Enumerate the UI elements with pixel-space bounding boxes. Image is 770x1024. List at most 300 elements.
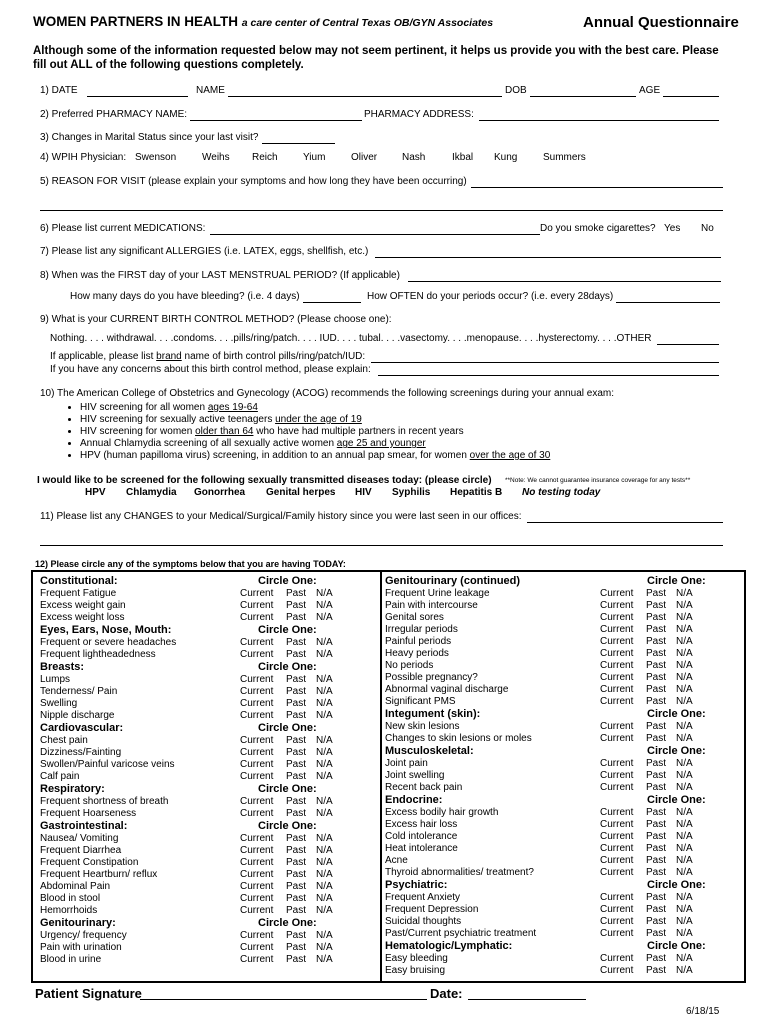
symptom-row <box>385 904 743 916</box>
option-na[interactable]: N/A <box>676 612 693 623</box>
option-past[interactable]: Past <box>646 660 667 671</box>
option-current[interactable]: Current <box>600 831 634 842</box>
period-frequency-field[interactable] <box>616 302 720 303</box>
option-past[interactable]: Past <box>286 747 307 758</box>
option-past[interactable]: Past <box>646 855 667 866</box>
option-na[interactable]: N/A <box>676 867 693 878</box>
symptom-row <box>40 857 370 869</box>
option-past[interactable]: Past <box>646 733 667 744</box>
symptom-row <box>385 831 743 843</box>
std-prompt: I would like to be screened for the following sexually transmitted diseases today: (please circle) <box>37 475 492 486</box>
option-current[interactable]: Current <box>600 660 634 671</box>
option-na[interactable]: N/A <box>676 831 693 842</box>
option-current[interactable]: Current <box>600 636 634 647</box>
option-na[interactable]: N/A <box>316 893 333 904</box>
option-current[interactable]: Current <box>600 867 634 878</box>
screening-text: HIV screening for women <box>80 426 196 437</box>
option-na[interactable]: N/A <box>676 721 693 732</box>
option-past[interactable]: Past <box>646 831 667 842</box>
age-field[interactable] <box>663 96 719 97</box>
option-past[interactable]: Past <box>286 833 307 844</box>
symptom-label: New skin lesions <box>385 721 460 732</box>
option-na[interactable]: N/A <box>316 686 333 697</box>
option-past[interactable]: Past <box>646 588 667 599</box>
option-past[interactable]: Past <box>286 845 307 856</box>
symptom-label: Pain with intercourse <box>385 600 478 611</box>
option-past[interactable]: Past <box>286 942 307 953</box>
symptom-label: Cold intolerance <box>385 831 458 842</box>
option-past[interactable]: Past <box>646 684 667 695</box>
revision-date: 6/18/15 <box>686 1006 720 1017</box>
option-current[interactable]: Current <box>240 759 274 770</box>
option-past[interactable]: Past <box>286 649 307 660</box>
q8-often-label: How OFTEN do your periods occur? (i.e. every 28days) <box>367 291 614 302</box>
symptom-row <box>40 759 370 771</box>
option-past[interactable]: Past <box>646 612 667 623</box>
symptom-row <box>385 807 743 819</box>
std-hepatitis-b[interactable]: Hepatitis B <box>450 487 503 498</box>
option-current[interactable]: Current <box>600 612 634 623</box>
section-header <box>385 794 743 807</box>
option-na[interactable]: N/A <box>316 857 333 868</box>
option-na[interactable]: N/A <box>316 808 333 819</box>
option-na[interactable]: N/A <box>676 684 693 695</box>
option-na[interactable]: N/A <box>676 600 693 611</box>
option-na[interactable]: N/A <box>316 942 333 953</box>
birth-control-other-field[interactable] <box>657 344 719 345</box>
option-na[interactable]: N/A <box>676 733 693 744</box>
option-current[interactable]: Current <box>240 857 274 868</box>
option-current[interactable]: Current <box>600 696 634 707</box>
symptom-label: Nipple discharge <box>40 710 115 721</box>
std-gonorrhea[interactable]: Gonorrhea <box>194 487 246 498</box>
option-current[interactable]: Current <box>240 771 274 782</box>
option-na[interactable]: N/A <box>316 747 333 758</box>
option-current[interactable]: Current <box>600 684 634 695</box>
option-na[interactable]: N/A <box>316 869 333 880</box>
option-past[interactable]: Past <box>646 600 667 611</box>
pharmacy-address-field[interactable] <box>479 120 719 121</box>
option-na[interactable]: N/A <box>316 588 333 599</box>
option-past[interactable]: Past <box>286 600 307 611</box>
option-past[interactable]: Past <box>286 612 307 623</box>
q3-label: 3) Changes in Marital Status since your last visit? <box>40 132 259 143</box>
option-past[interactable]: Past <box>286 857 307 868</box>
brand-pre: If applicable, please list <box>50 351 157 362</box>
option-past[interactable]: Past <box>646 721 667 732</box>
option-current[interactable]: Current <box>240 674 274 685</box>
option-na[interactable]: N/A <box>676 807 693 818</box>
option-na[interactable]: N/A <box>676 588 693 599</box>
physician-weihs[interactable]: Weihs <box>202 152 230 163</box>
option-current[interactable]: Current <box>600 807 634 818</box>
screening-item <box>80 426 550 438</box>
option-na[interactable]: N/A <box>676 843 693 854</box>
option-current[interactable]: Current <box>240 637 274 648</box>
option-past[interactable]: Past <box>646 916 667 927</box>
symptom-row <box>385 636 743 648</box>
symptom-label: Irregular periods <box>385 624 458 635</box>
option-na[interactable]: N/A <box>316 735 333 746</box>
q5-label: 5) REASON FOR VISIT (please explain your symptoms and how long they have been occurring) <box>40 176 467 187</box>
symptom-label: Genital sores <box>385 612 444 623</box>
option-past[interactable]: Past <box>286 893 307 904</box>
allergies-field[interactable] <box>375 257 721 258</box>
symptom-label: Heavy periods <box>385 648 449 659</box>
std-no-testing[interactable]: No testing today <box>522 487 601 498</box>
option-past[interactable]: Past <box>646 672 667 683</box>
option-na[interactable]: N/A <box>316 649 333 660</box>
option-na[interactable]: N/A <box>676 624 693 635</box>
symptom-row <box>385 867 743 879</box>
section-title: Endocrine: <box>385 794 443 806</box>
section-title: Psychiatric: <box>385 879 448 891</box>
symptom-row <box>40 796 370 808</box>
symptom-row <box>385 965 743 977</box>
symptom-label: Pain with urination <box>40 942 122 953</box>
symptom-row <box>385 660 743 672</box>
option-na[interactable]: N/A <box>316 710 333 721</box>
option-past[interactable]: Past <box>646 843 667 854</box>
option-na[interactable]: N/A <box>316 637 333 648</box>
symptom-label: Joint pain <box>385 758 428 769</box>
screening-text: HIV screening for sexually active teenagers <box>80 414 276 425</box>
option-na[interactable]: N/A <box>676 672 693 683</box>
screening-text: HPV (human papilloma virus) screening, in addition to an annual pap smear, for women <box>80 450 470 461</box>
concerns-field[interactable] <box>378 375 719 376</box>
marital-status-field[interactable] <box>262 143 335 144</box>
pharmacy-name-field[interactable] <box>190 120 362 121</box>
section-header <box>40 820 370 833</box>
symptom-row <box>40 845 370 857</box>
option-current[interactable]: Current <box>600 953 634 964</box>
option-past[interactable]: Past <box>286 686 307 697</box>
symptom-row <box>40 649 370 661</box>
symptom-label: Frequent lightheadedness <box>40 649 156 660</box>
physician-ikbal[interactable]: Ikbal <box>452 152 474 163</box>
org-title: WOMEN PARTNERS IN HEALTH <box>33 14 238 29</box>
option-current[interactable]: Current <box>600 892 634 903</box>
option-current[interactable]: Current <box>240 808 274 819</box>
option-na[interactable]: N/A <box>316 759 333 770</box>
option-past[interactable]: Past <box>646 648 667 659</box>
circle-one-label: Circle One: <box>258 661 317 673</box>
history-changes-field[interactable] <box>527 522 723 523</box>
symptom-row <box>40 808 370 820</box>
option-past[interactable]: Past <box>286 759 307 770</box>
symptom-label: Easy bruising <box>385 965 446 976</box>
option-na[interactable]: N/A <box>316 698 333 709</box>
option-na[interactable]: N/A <box>316 881 333 892</box>
option-past[interactable]: Past <box>646 892 667 903</box>
screening-item <box>80 450 550 462</box>
symptom-label: Lumps <box>40 674 71 685</box>
option-past[interactable]: Past <box>646 696 667 707</box>
section-header <box>40 624 370 637</box>
symptom-label: Blood in urine <box>40 954 102 965</box>
option-current[interactable]: Current <box>600 758 634 769</box>
reason-field-line2[interactable] <box>40 210 723 211</box>
date-field[interactable] <box>87 96 188 97</box>
option-past[interactable]: Past <box>646 965 667 976</box>
option-na[interactable]: N/A <box>676 758 693 769</box>
physician-summers[interactable]: Summers <box>543 152 586 163</box>
q4-label: 4) WPIH Physician: <box>40 152 127 163</box>
option-current[interactable]: Current <box>240 588 274 599</box>
circle-one-label: Circle One: <box>647 575 706 587</box>
physician-nash[interactable]: Nash <box>402 152 426 163</box>
option-past[interactable]: Past <box>286 808 307 819</box>
smoke-yes[interactable]: Yes <box>664 223 681 234</box>
option-past[interactable]: Past <box>286 771 307 782</box>
symptom-label: Frequent Constipation <box>40 857 139 868</box>
circle-one-label: Circle One: <box>258 820 317 832</box>
option-na[interactable]: N/A <box>316 845 333 856</box>
lmp-field[interactable] <box>408 281 721 282</box>
symptom-row <box>40 637 370 649</box>
option-na[interactable]: N/A <box>676 782 693 793</box>
bleeding-days-field[interactable] <box>303 302 361 303</box>
option-past[interactable]: Past <box>286 710 307 721</box>
std-hpv[interactable]: HPV <box>85 487 106 498</box>
option-na[interactable]: N/A <box>316 674 333 685</box>
option-past[interactable]: Past <box>286 735 307 746</box>
signature-field[interactable] <box>140 999 427 1000</box>
option-na[interactable]: N/A <box>676 660 693 671</box>
option-na[interactable]: N/A <box>676 636 693 647</box>
symptom-label: Frequent Urine leakage <box>385 588 490 599</box>
option-na[interactable]: N/A <box>316 771 333 782</box>
option-na[interactable]: N/A <box>316 796 333 807</box>
option-current[interactable]: Current <box>240 833 274 844</box>
symptom-row <box>385 892 743 904</box>
symptom-row <box>40 710 370 722</box>
option-current[interactable]: Current <box>240 600 274 611</box>
option-current[interactable]: Current <box>600 965 634 976</box>
option-current[interactable]: Current <box>600 782 634 793</box>
option-past[interactable]: Past <box>286 796 307 807</box>
option-current[interactable]: Current <box>240 845 274 856</box>
option-current[interactable]: Current <box>240 930 274 941</box>
section-title: Genitourinary: <box>40 917 116 929</box>
option-current[interactable]: Current <box>240 869 274 880</box>
name-field[interactable] <box>228 96 502 97</box>
symptom-row <box>385 953 743 965</box>
dob-field[interactable] <box>530 96 636 97</box>
option-current[interactable]: Current <box>240 698 274 709</box>
option-na[interactable]: N/A <box>676 648 693 659</box>
option-past[interactable]: Past <box>646 807 667 818</box>
signature-date-field[interactable] <box>468 999 586 1000</box>
option-past[interactable]: Past <box>286 881 307 892</box>
symptom-label: Possible pregnancy? <box>385 672 478 683</box>
circle-one-label: Circle One: <box>258 783 317 795</box>
physician-reich[interactable]: Reich <box>252 152 278 163</box>
option-current[interactable]: Current <box>240 796 274 807</box>
brand-field[interactable] <box>371 362 719 363</box>
symptom-row <box>385 843 743 855</box>
option-na[interactable]: N/A <box>676 904 693 915</box>
option-past[interactable]: Past <box>646 867 667 878</box>
option-current[interactable]: Current <box>600 600 634 611</box>
option-current[interactable]: Current <box>600 733 634 744</box>
symptom-label: Tenderness/ Pain <box>40 686 118 697</box>
std-syphilis[interactable]: Syphilis <box>392 487 431 498</box>
org-name <box>33 14 493 29</box>
option-na[interactable]: N/A <box>676 928 693 939</box>
symptom-label: Nausea/ Vomiting <box>40 833 119 844</box>
option-current[interactable]: Current <box>240 905 274 916</box>
option-na[interactable]: N/A <box>676 770 693 781</box>
symptom-label: Excess hair loss <box>385 819 458 830</box>
symptom-label: Heat intolerance <box>385 843 458 854</box>
option-na[interactable]: N/A <box>316 833 333 844</box>
option-current[interactable]: Current <box>240 954 274 965</box>
physician-swenson[interactable]: Swenson <box>135 152 177 163</box>
option-current[interactable]: Current <box>240 881 274 892</box>
option-current[interactable]: Current <box>600 721 634 732</box>
option-na[interactable]: N/A <box>316 930 333 941</box>
option-past[interactable]: Past <box>286 869 307 880</box>
option-na[interactable]: N/A <box>316 600 333 611</box>
option-current[interactable]: Current <box>240 893 274 904</box>
screening-underlined: ages 19-64 <box>207 402 258 413</box>
std-hiv[interactable]: HIV <box>355 487 372 498</box>
option-past[interactable]: Past <box>286 930 307 941</box>
option-past[interactable]: Past <box>646 770 667 781</box>
screening-underlined: older than 64 <box>195 426 254 437</box>
option-current[interactable]: Current <box>600 855 634 866</box>
circle-one-label: Circle One: <box>258 917 317 929</box>
symptom-label: Frequent shortness of breath <box>40 796 169 807</box>
option-current[interactable]: Current <box>600 819 634 830</box>
option-past[interactable]: Past <box>286 905 307 916</box>
option-na[interactable]: N/A <box>676 953 693 964</box>
q7-label: 7) Please list any significant ALLERGIES (i.e. LATEX, eggs, shellfish, etc.) <box>40 246 369 257</box>
option-current[interactable]: Current <box>600 624 634 635</box>
section-title: Musculoskeletal: <box>385 745 474 757</box>
circle-one-label: Circle One: <box>258 575 317 587</box>
symptom-label: Frequent or severe headaches <box>40 637 177 648</box>
option-current[interactable]: Current <box>240 747 274 758</box>
option-past[interactable]: Past <box>646 928 667 939</box>
option-current[interactable]: Current <box>600 843 634 854</box>
option-past[interactable]: Past <box>286 588 307 599</box>
section-header <box>385 940 743 953</box>
option-na[interactable]: N/A <box>316 905 333 916</box>
symptom-label: Frequent Depression <box>385 904 479 915</box>
symptom-label: Suicidal thoughts <box>385 916 462 927</box>
symptom-label: Dizziness/Fainting <box>40 747 122 758</box>
option-current[interactable]: Current <box>240 710 274 721</box>
option-current[interactable]: Current <box>600 916 634 927</box>
option-na[interactable]: N/A <box>676 965 693 976</box>
org-tagline: a care center of Central Texas OB/GYN Associates <box>241 17 494 29</box>
option-current[interactable]: Current <box>600 672 634 683</box>
symptom-row <box>385 624 743 636</box>
option-past[interactable]: Past <box>646 758 667 769</box>
symptom-row <box>40 747 370 759</box>
symptom-row <box>385 733 743 745</box>
option-past[interactable]: Past <box>646 819 667 830</box>
option-past[interactable]: Past <box>646 904 667 915</box>
option-na[interactable]: N/A <box>676 696 693 707</box>
option-na[interactable]: N/A <box>316 954 333 965</box>
option-na[interactable]: N/A <box>316 612 333 623</box>
option-current[interactable]: Current <box>600 588 634 599</box>
symptom-label: Recent back pain <box>385 782 463 793</box>
option-past[interactable]: Past <box>286 637 307 648</box>
symptoms-right-column <box>385 575 743 977</box>
symptom-row <box>40 674 370 686</box>
symptom-row <box>40 612 370 624</box>
std-chlamydia[interactable]: Chlamydia <box>126 487 177 498</box>
option-current[interactable]: Current <box>600 770 634 781</box>
option-current[interactable]: Current <box>240 649 274 660</box>
symptom-row <box>40 771 370 783</box>
option-current[interactable]: Current <box>600 904 634 915</box>
section-header <box>385 879 743 892</box>
symptoms-left-column <box>40 575 370 966</box>
q2-pharmacy-label: 2) Preferred PHARMACY NAME: <box>40 109 188 120</box>
history-changes-field-line2[interactable] <box>40 545 723 546</box>
medications-field[interactable] <box>210 234 540 235</box>
symptom-label: Urgency/ frequency <box>40 930 127 941</box>
option-current[interactable]: Current <box>240 735 274 746</box>
physician-oliver[interactable]: Oliver <box>351 152 378 163</box>
symptom-label: Frequent Hoarseness <box>40 808 137 819</box>
option-na[interactable]: N/A <box>676 916 693 927</box>
std-genital-herpes[interactable]: Genital herpes <box>266 487 336 498</box>
option-na[interactable]: N/A <box>676 855 693 866</box>
q6-meds-label: 6) Please list current MEDICATIONS: <box>40 223 206 234</box>
std-note: **Note: We cannot guarantee insurance coverage for any tests** <box>505 477 691 484</box>
signature-label: Patient Signature <box>35 986 142 1001</box>
symptom-row <box>385 928 743 940</box>
reason-field[interactable] <box>471 187 723 188</box>
option-past[interactable]: Past <box>286 698 307 709</box>
birth-control-options[interactable]: Nothing. . . . withdrawal. . . .condoms. . . .pills/ring/patch. . . . IUD. . . . tubal. . . .vasectomy. . . .menopause. . . .hysterectomy. . . .OTHER <box>50 333 652 344</box>
option-current[interactable]: Current <box>600 648 634 659</box>
option-past[interactable]: Past <box>286 674 307 685</box>
screening-text: HIV screening for all women <box>80 402 208 413</box>
symptom-row <box>385 770 743 782</box>
physician-yium[interactable]: Yium <box>303 152 326 163</box>
option-current[interactable]: Current <box>600 928 634 939</box>
symptom-row <box>385 684 743 696</box>
option-past[interactable]: Past <box>646 782 667 793</box>
option-na[interactable]: N/A <box>676 819 693 830</box>
option-current[interactable]: Current <box>240 686 274 697</box>
option-current[interactable]: Current <box>240 942 274 953</box>
symptom-label: Swelling <box>40 698 78 709</box>
option-past[interactable]: Past <box>646 953 667 964</box>
option-na[interactable]: N/A <box>676 892 693 903</box>
symptom-label: Abdominal Pain <box>40 881 111 892</box>
section-title: Integument (skin): <box>385 708 481 720</box>
physician-kung[interactable]: Kung <box>494 152 518 163</box>
option-past[interactable]: Past <box>646 624 667 635</box>
smoke-no[interactable]: No <box>701 223 714 234</box>
screening-underlined: over the age of 30 <box>469 450 551 461</box>
option-past[interactable]: Past <box>286 954 307 965</box>
symptom-row <box>40 735 370 747</box>
option-current[interactable]: Current <box>240 612 274 623</box>
symptom-label: Frequent Fatigue <box>40 588 117 599</box>
symptom-label: No periods <box>385 660 434 671</box>
option-past[interactable]: Past <box>646 636 667 647</box>
symptom-label: Frequent Heartburn/ reflux <box>40 869 158 880</box>
